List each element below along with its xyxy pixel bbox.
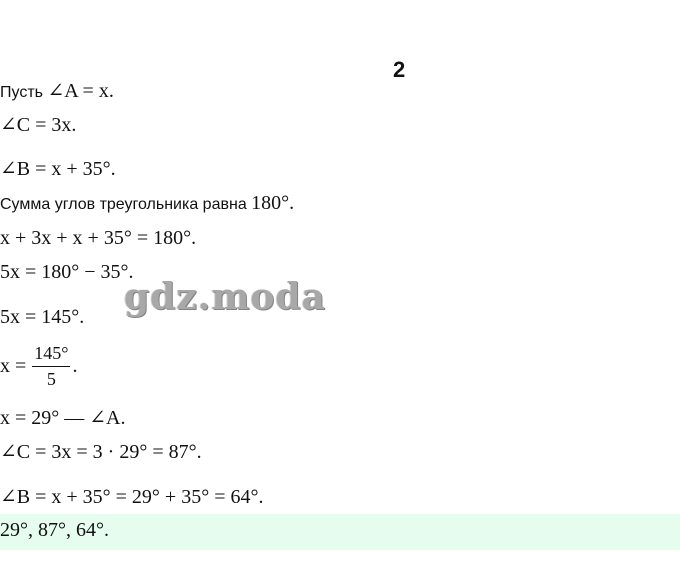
line-math: ∠B = x + 35° = 29° + 35° = 64°. <box>0 486 264 508</box>
solution-line-1 <box>0 78 114 103</box>
solution-line-6 <box>0 261 134 284</box>
answer-text: 29°, 87°, 64°. <box>0 519 109 541</box>
line-math: x = <box>0 355 27 377</box>
line-math: x + 3x + x + 35° = 180°. <box>0 227 197 249</box>
answer-box <box>0 514 680 550</box>
fraction-denominator: 5 <box>46 369 56 389</box>
line-math: ∠B = x + 35°. <box>0 158 116 180</box>
solution-line-11 <box>0 484 264 509</box>
line-math: 5x = 180° − 35°. <box>0 261 134 283</box>
watermark-logo: gdz.moda <box>124 276 326 318</box>
solution-line-10 <box>0 439 202 464</box>
line-math: ∠C = 3x = 3 · 29° = 87°. <box>0 441 202 463</box>
solution-line-9 <box>0 405 125 430</box>
solution-line-4 <box>0 192 294 215</box>
line-math: . <box>72 355 78 377</box>
solution-line-8 <box>0 343 77 390</box>
cropped-heading: 2 <box>393 57 406 82</box>
line-math: ∠C = 3x. <box>0 114 77 136</box>
solution-line-5 <box>0 227 196 250</box>
fraction-numerator: 145° <box>32 343 70 367</box>
line-math: ∠A = x. <box>47 80 114 102</box>
line-math: 180°. <box>251 192 295 214</box>
line-text: Сумма углов треугольника равна <box>0 196 252 213</box>
solution-line-3 <box>0 156 116 181</box>
line-math: x = 29° — ∠A. <box>0 407 126 429</box>
solution-line-7 <box>0 306 84 329</box>
fraction <box>32 343 70 390</box>
solution-line-2 <box>0 112 76 137</box>
line-math: 5x = 145°. <box>0 306 85 328</box>
line-text: Пусть <box>0 84 48 101</box>
